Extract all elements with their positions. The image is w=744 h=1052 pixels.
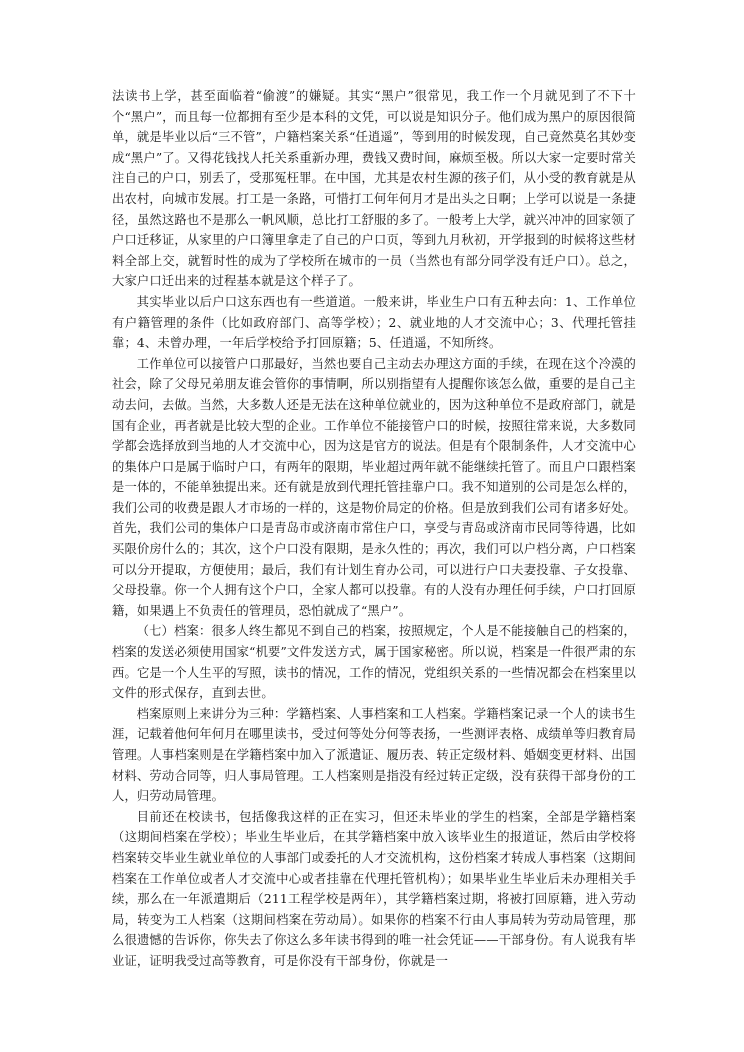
- document-body: [112, 86, 636, 972]
- paragraph-5: 档案原则上来讲分为三种：学籍档案、人事档案和工人档案。学籍档案记录一个人的读书生涯，记载着他何年何月在哪里读书，受过何等处分何等表扬，一些测评表格、成绩单等归教育局管理。人事档案则是在学籍档案中加入了派遣证、履历表、转正定级材料、婚姻变更材料、出国材料、劳动合同等，归人事局管理。工人档案则是指没有经过转正定级，没有获得干部身份的工人，归劳动局管理。: [112, 706, 636, 804]
- paragraph-3: 工作单位可以接管户口那最好，当然也要自己主动去办理这方面的手续，在现在这个冷漠的社会，除了父母兄弟朋友谁会管你的事情啊，所以别指望有人提醒你该怎么做，重要的是自己主动去问，去做。当然，大多数人还是无法在这种单位就业的，因为这种单位不是政府部门，就是国有企业，再者就是比较大型的企业。工作单位不能接管户口的时候，按照往常来说，大多数同学都会选择放到当地的人才交流中心，因为这是官方的说法。但是有个限制条件，人才交流中心的集体户口是属于临时户口，有两年的限期，毕业超过两年就不能继续托管了。而且户口跟档案是一体的，不能单独提出来。还有就是放到代理托管挂靠户口。我不知道别的公司是怎么样的，我们公司的收费是跟人才市场的一样的，这是物价局定的价格。但是放到我们公司有诸多好处。首先，我们公司的集体户口是青岛市或济南市常住户口，享受与青岛或济南市民同等待遇，比如买限价房什么的；其次，这个户口没有限期，是永久性的；再次，我们可以户档分离，户口档案可以分开提取，方便使用；最后，我们有计划生育办公司，可以进行户口夫妻投靠、子女投靠、父母投靠。你一个人拥有这个户口，全家人都可以投靠。有的人没有办理任何手续，户口打回原籍，如果遇上不负责任的管理员，恐怕就成了“黑户”。: [112, 356, 636, 618]
- paragraph-4: （七）档案：很多人终生都见不到自己的档案，按照规定，个人是不能接触自己的档案的，档案的发送必须使用国家“机要”文件发送方式，属于国家秘密。所以说，档案是一件很严肃的东西。它是一个人生平的写照，读书的情况，工作的情况，党组织关系的一些情况都会在档案里以文件的形式保存，直到去世。: [112, 624, 636, 701]
- paragraph-1: 法读书上学，甚至面临着“偷渡”的嫌疑。其实“黑户”很常见，我工作一个月就见到了不下十个“黑户”，而且每一位都拥有至少是本科的文凭，可以说是知识分子。他们成为黑户的原因很简单，就是毕业以后“三不管”，户籍档案关系“任逍遥”，等到用的时候发现，自己竟然莫名其妙变成“黑户”了。又得花钱找人托关系重新办理，费钱又费时间，麻烦至极。所以大家一定要时常关注自己的户口，别丢了，受那冤枉罪。在中国，尤其是农村生源的孩子们，从小受的教育就是从出农村，向城市发展。打工是一条路，可惜打工何年何月才是出头之日啊；上学可以说是一条捷径，虽然这路也不是那么一帆风顺，总比打工舒服的多了。一般考上大学，就兴冲冲的回家领了户口迁移证，从家里的户口簿里拿走了自己的户口页，等到九月秋初，开学报到的时候将这些材料全部上交，就暂时性的成为了学校所在城市的一员（当然也有部分同学没有迁户口）。总之，大家户口迁出来的过程基本就是这个样子了。: [112, 89, 636, 289]
- paragraph-6: 目前还在校读书，包括像我这样的正在实习，但还未毕业的学生的档案，全部是学籍档案（这期间档案在学校）；毕业生毕业后，在其学籍档案中放入该毕业生的报道证，然后由学校将档案转交毕业生就业单位的人事部门或委托的人才交流机构，这份档案才转成人事档案（这期间档案在工作单位或者人才交流中心或者挂靠在代理托管机构）；如果毕业生毕业后未办理相关手续，那么在一年派遣期后（211工程学校是两年），其学籍档案过期，将被打回原籍，进入劳动局，转变为工人档案（这期间档案在劳动局）。如果你的档案不行由人事局转为劳动局管理，那么很遗憾的告诉你，你失去了你这么多年读书得到的唯一社会凭证——干部身份。有人说我有毕业证，证明我受过高等教育，可是你没有干部身份，你就是一: [112, 809, 636, 968]
- paragraph-2: 其实毕业以后户口这东西也有一些道道。一般来讲，毕业生户口有五种去向：1、工作单位有户籍管理的条件（比如政府部门、高等学校）；2、就业地的人才交流中心；3、代理托管挂靠；4、未曾办理，一年后学校给予打回原籍；5、任逍遥，不知所终。: [112, 294, 636, 351]
